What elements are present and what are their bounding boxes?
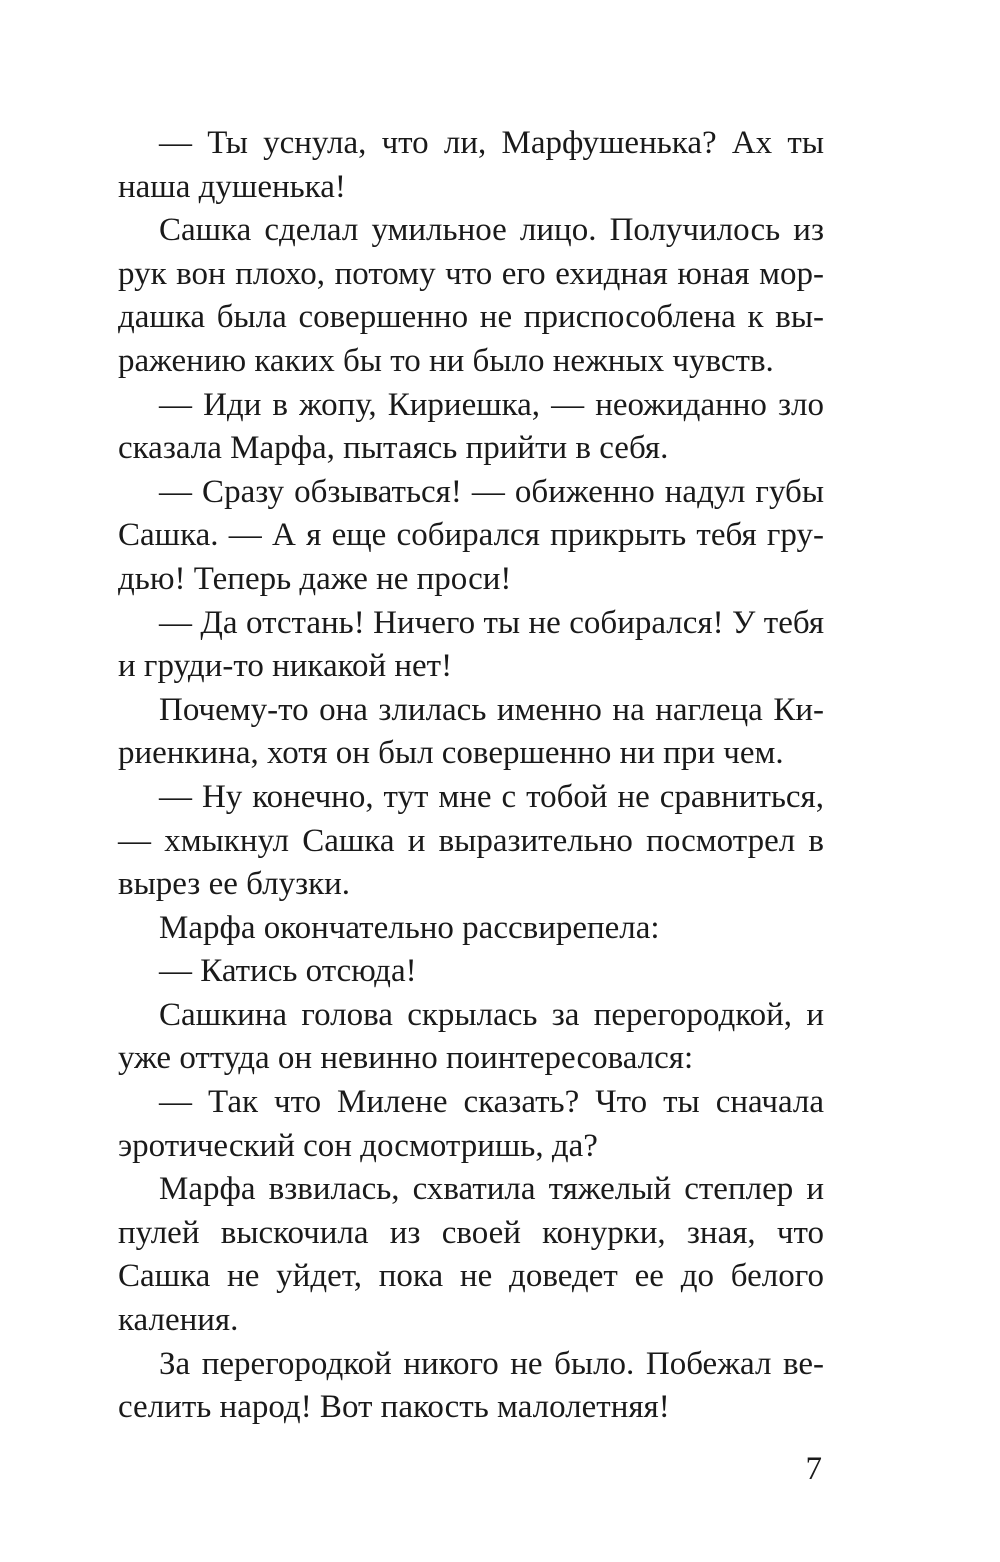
paragraph-7: — Ну конечно, тут мне с тобой не сравниться, — хмыкнул Сашка и выразительно посмотрел в вырез ее блузки. [118,778,824,903]
paragraph-12: Марфа взвилась, схватила тяжелый степлер и пулей выскочила из своей конурки, зная, что Сашка не уйдет, пока не доведет ее до белого каления. [118,1171,824,1339]
paragraph-6: Почему-то она злилась именно на наглеца Кириенкина, хотя он был совершенно ни при чем. [118,691,824,772]
page-number: 7 [805,1451,822,1487]
paragraph-8: Марфа окончательно рассвирепела: [159,909,660,946]
paragraph-5: — Да отстань! Ничего ты не собирался! У тебя и груди-то никакой нет! [118,604,824,685]
paragraph-2: Сашка сделал умильное лицо. Получилось из рук вон плохо, потому что его ехидная юная мордашка была совершенно не приспособлена к выражению каких бы то ни было нежных чувств. [118,212,824,379]
paragraph-9: — Катись отсюда! [159,953,417,990]
paragraph-11: — Так что Милене сказать? Что ты сначала эротический сон досмотришь, да? [118,1084,824,1164]
paragraph-3: — Иди в жопу, Кириешка, — неожиданно зло сказала Марфа, пытаясь прийти в себя. [118,386,824,467]
paragraph-1: — Ты уснула, что ли, Марфушенька? Ах ты наша душенька! [118,125,824,205]
paragraph-4: — Сразу обзываться! — обиженно надул губы Сашка. — А я еще собирался прикрыть тебя грудью! Теперь даже не проси! [118,473,824,597]
paragraph-13: За перегородкой никого не было. Побежал веселить народ! Вот пакость малолетняя! [118,1345,824,1426]
paragraph-10: Сашкина голова скрылась за перегородкой, и уже оттуда он невинно поинтересовался: [118,996,824,1077]
page-body-text [118,122,824,1430]
